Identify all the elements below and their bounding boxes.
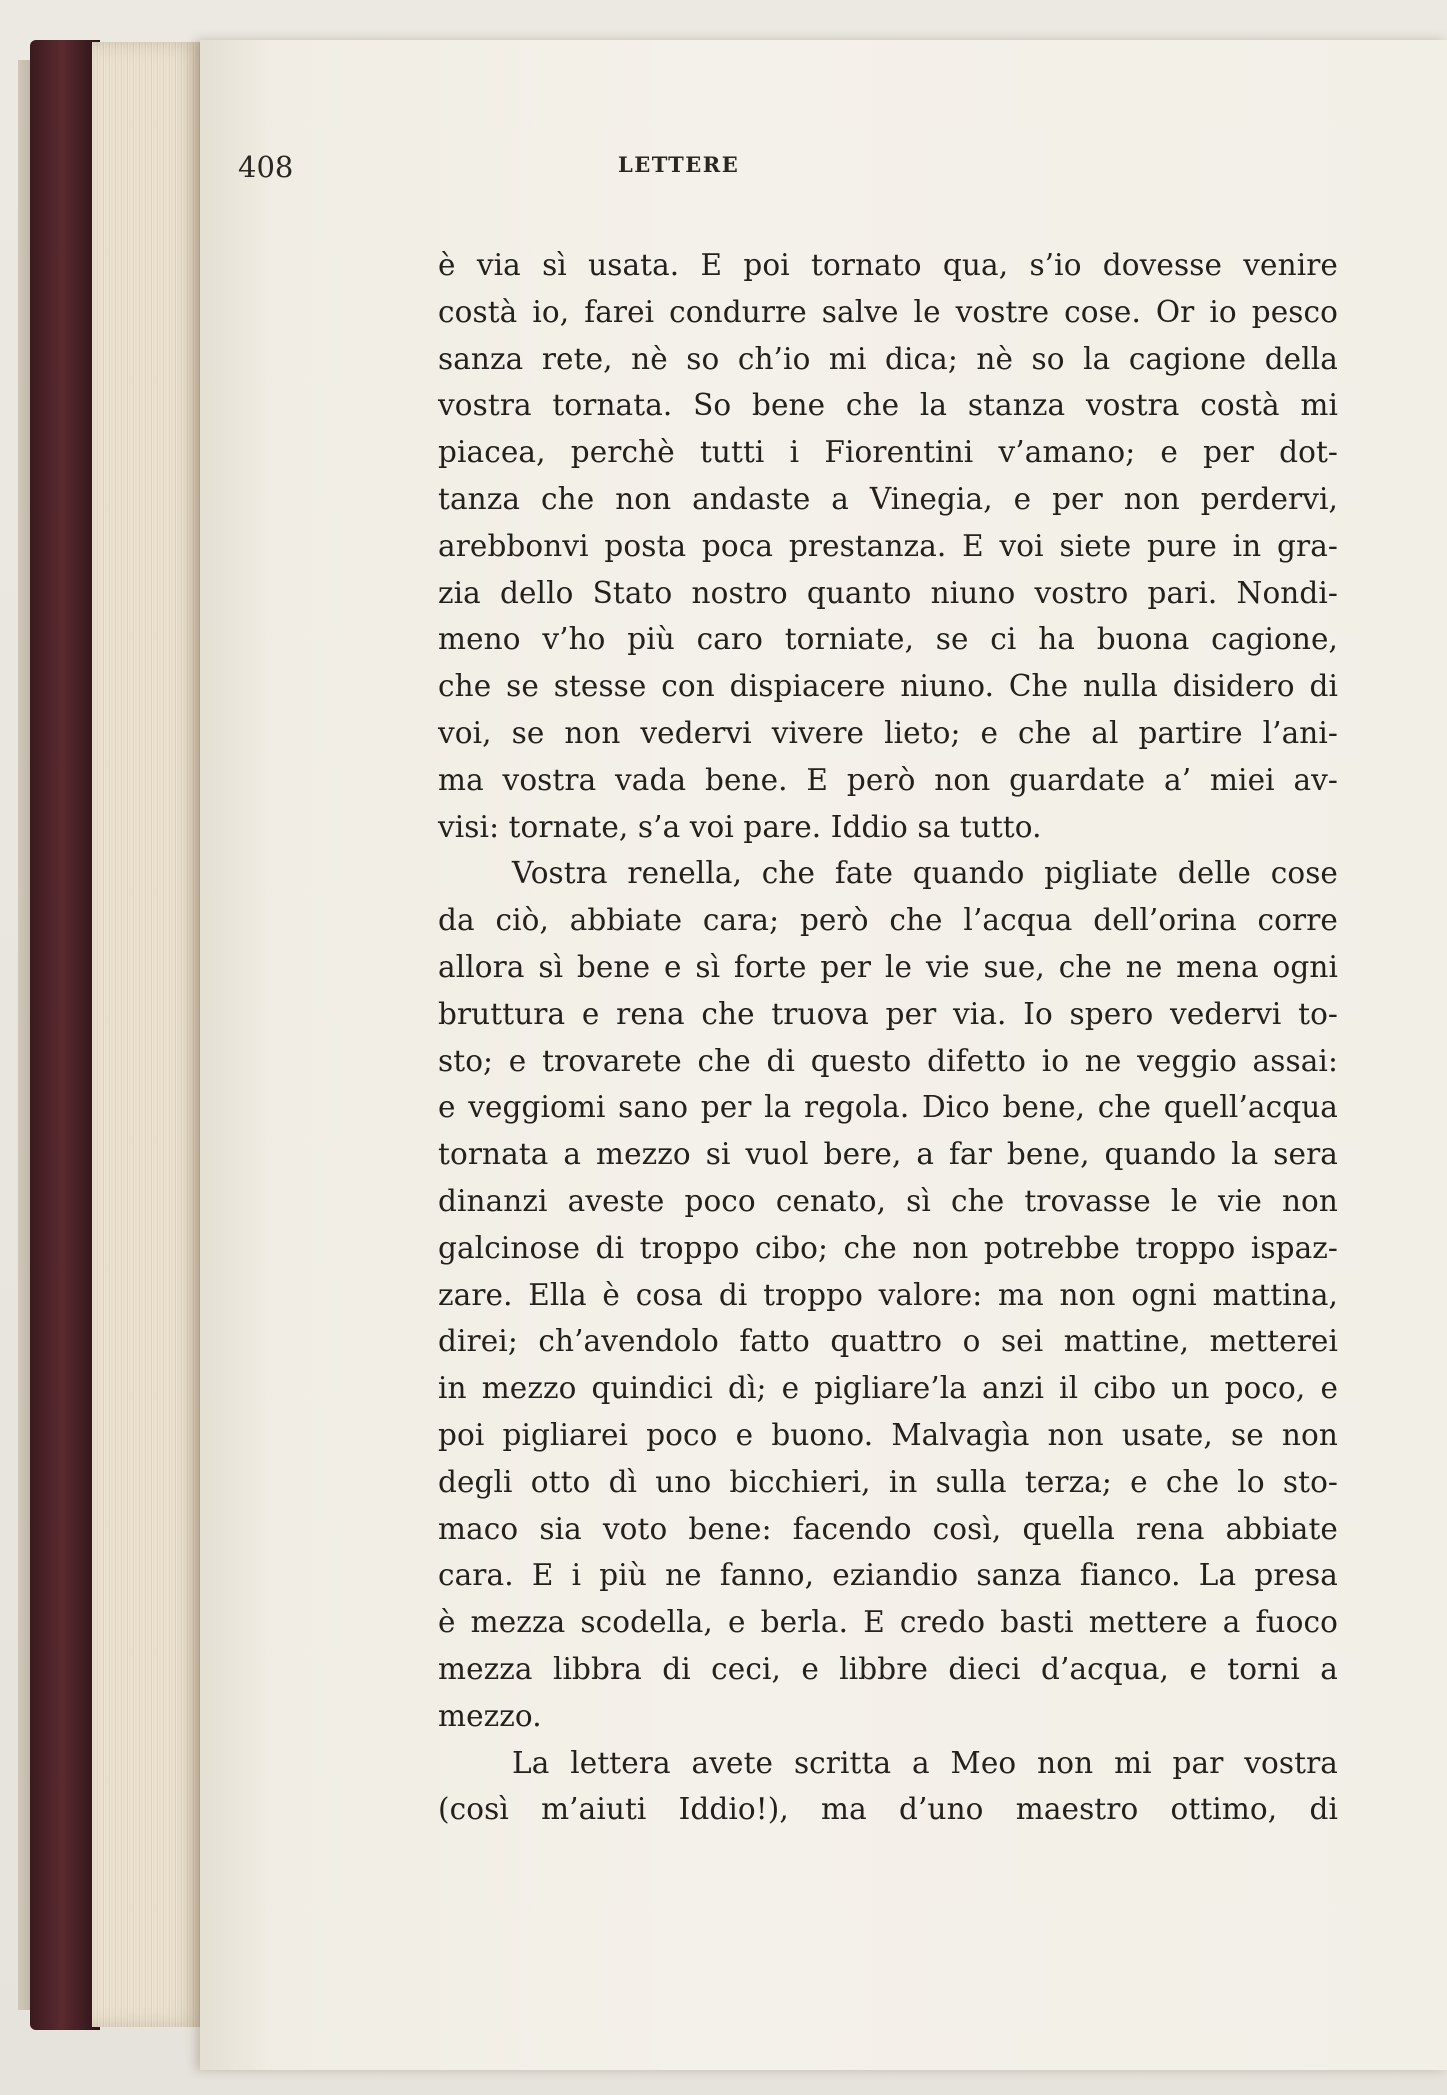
- text-line: da ciò, abbiate cara; però che l’acqua dell’orina corre: [438, 903, 1338, 938]
- text-line: piacea, perchè tutti i Fiorentini v’amano; e per dot-: [438, 435, 1338, 470]
- text-line: tanza che non andaste a Vinegia, e per non perdervi,: [438, 481, 1338, 516]
- text-line: meno v’ho più caro torniate, se ci ha buona cagione,: [438, 622, 1338, 657]
- text-line: (così m’aiuti Iddio!), ma d’uno maestro ottimo, di: [438, 1792, 1338, 1827]
- text-line: costà io, farei condurre salve le vostre cose. Or io pesco: [438, 294, 1338, 329]
- text-line: zare. Ella è cosa di troppo valore: ma non ogni mattina,: [438, 1277, 1338, 1312]
- text-line: voi, se non vedervi vivere lieto; e che al partire l’ani-: [438, 715, 1338, 750]
- text-line: poi pigliarei poco e buono. Malvagìa non usate, se non: [438, 1417, 1338, 1452]
- text-line: degli otto dì uno bicchieri, in sulla terza; e che lo sto-: [438, 1464, 1338, 1499]
- text-line: che se stesse con dispiacere niuno. Che nulla disidero di: [438, 669, 1338, 704]
- running-head: LETTERE: [618, 152, 740, 177]
- text-line: in mezzo quindici dì; e pigliare’la anzi il cibo un poco, e: [438, 1371, 1338, 1406]
- page-number: 408: [238, 150, 294, 184]
- body-text: [438, 242, 1338, 1833]
- page-header: [238, 150, 1138, 190]
- text-line: è mezza scodella, e berla. E credo basti mettere a fuoco: [438, 1605, 1338, 1640]
- text-line: zia dello Stato nostro quanto niuno vostro pari. Nondi-: [438, 575, 1338, 610]
- paragraph-first-line: La lettera avete scritta a Meo non mi par vostra: [512, 1745, 1338, 1780]
- text-line: visi: tornate, s’a voi pare. Iddio sa tutto.: [438, 809, 1042, 844]
- text-line: cara. E i più ne fanno, eziandio sanza fianco. La presa: [438, 1558, 1338, 1593]
- text-line: direi; ch’avendolo fatto quattro o sei mattine, metterei: [438, 1324, 1338, 1359]
- page-edges: [92, 42, 202, 2027]
- text-line: mezzo.: [438, 1698, 542, 1733]
- text-line: e veggiomi sano per la regola. Dico bene, che quell’acqua: [438, 1090, 1338, 1125]
- text-line: galcinose di troppo cibo; che non potrebbe troppo ispaz-: [438, 1230, 1338, 1265]
- text-line: maco sia voto bene: facendo così, quella rena abbiate: [438, 1511, 1338, 1546]
- text-line: sto; e trovarete che di questo difetto io ne veggio assai:: [438, 1043, 1338, 1078]
- text-line: ma vostra vada bene. E però non guardate a’ miei av-: [438, 762, 1338, 797]
- text-line: è via sì usata. E poi tornato qua, s’io dovesse venire: [438, 248, 1338, 282]
- text-line: tornata a mezzo si vuol bere, a far bene, quando la sera: [438, 1137, 1338, 1172]
- text-line: bruttura e rena che truova per via. Io spero vedervi to-: [438, 996, 1338, 1031]
- book-spine-binding: [30, 40, 100, 2030]
- text-line: vostra tornata. So bene che la stanza vostra costà mi: [438, 388, 1338, 423]
- text-line: mezza libbra di ceci, e libbre dieci d’acqua, e torni a: [438, 1651, 1338, 1686]
- paragraph-first-line: Vostra renella, che fate quando pigliate delle cose: [512, 856, 1338, 891]
- text-line: arebbonvi posta poca prestanza. E voi siete pure in gra-: [438, 528, 1338, 563]
- text-line: sanza rete, nè so ch’io mi dica; nè so la cagione della: [438, 341, 1338, 376]
- text-line: allora sì bene e sì forte per le vie sue, che ne mena ogni: [438, 949, 1338, 984]
- text-line: dinanzi aveste poco cenato, sì che trovasse le vie non: [438, 1183, 1338, 1218]
